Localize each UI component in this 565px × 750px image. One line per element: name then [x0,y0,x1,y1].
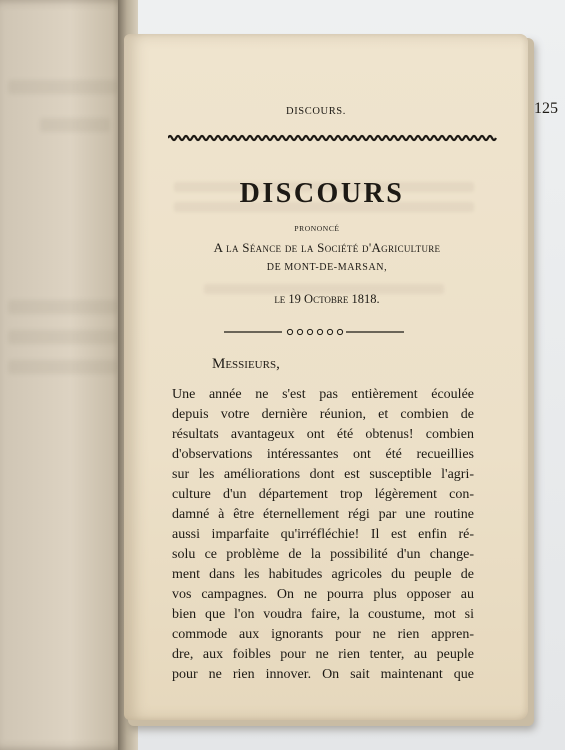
salutation: Messieurs, [212,356,280,372]
body-line: depuis votre dernière réunion, et combien de [172,407,474,422]
body-line: résultats avantageux ont été obtenus! combien [172,427,474,442]
subtitle: PRONONCÉ [294,224,340,233]
ornament-divider [224,327,404,337]
left-page [0,0,128,750]
wavy-rule-divider [168,134,498,142]
body-line: bien que l'on voudra faire, la coustume, mot si [172,607,474,622]
place-line: DE MONT-DE-MARSAN, [266,262,388,273]
left-page-bleed [8,80,118,94]
body-line: dre, aux foibles pour ne rien tenter, au peuple [172,647,474,662]
page-number: 125 [534,100,558,117]
right-page [124,34,558,720]
left-page-bleed [8,300,118,314]
body-line: solu ce problème de la possibilité d'un change- [172,547,474,562]
body-line: d'observations intéressantes ont été recueillies [172,447,474,462]
body-line: Une année ne s'est pas entièrement écoulée [172,387,474,402]
running-head: DISCOURS. [286,106,346,117]
body-line: vos campagnes. On ne pourra plus opposer au [172,587,474,602]
left-page-bleed [40,118,110,132]
discours-title: DISCOURS [239,178,405,209]
left-page-bleed [8,330,118,344]
body-line: commode aux ignorants pour ne rien appren- [172,627,474,642]
body-line: aussi imparfaite qu'irréfléchie! Il est enfin ré- [172,527,474,542]
body-line: ment dans les habitudes agricoles du peuple de [172,567,474,582]
date-line: le 19 Octobre 1818. [274,292,380,306]
left-page-bleed [8,360,118,374]
body-line: sur les améliorations dont est susceptible l'agri- [172,467,474,482]
body-line: pour ne rien innover. On sait maintenant que [172,667,474,682]
body-line: culture d'un département trop légèrement con- [172,487,474,502]
occasion-line: A la Séance de la Société d'Agriculture [213,240,441,255]
body-line: damné à être éternellement régi par une routine [172,507,474,522]
